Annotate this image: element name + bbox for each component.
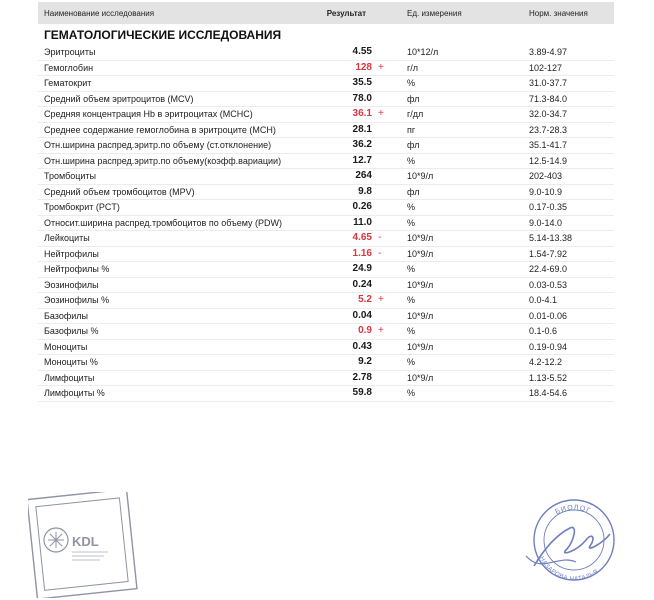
reference-range: 202-403 bbox=[529, 171, 563, 181]
test-unit: % bbox=[407, 78, 416, 88]
reference-range: 0.1-0.6 bbox=[529, 326, 558, 336]
abnormal-flag bbox=[376, 153, 401, 169]
stamp-title: БИОЛОГ bbox=[554, 504, 593, 516]
table-row bbox=[38, 324, 614, 340]
test-unit: % bbox=[407, 155, 416, 166]
header-name: Наименование исследования bbox=[38, 2, 296, 24]
test-result: 264 bbox=[355, 170, 372, 181]
reference-range: 71.3-84.0 bbox=[529, 93, 568, 104]
test-name: Лимфоциты bbox=[44, 372, 95, 383]
abnormal-flag: + bbox=[378, 108, 384, 119]
reference-range: 31.0-37.7 bbox=[529, 78, 568, 88]
test-result: 0.24 bbox=[352, 278, 372, 290]
abnormal-flag bbox=[376, 45, 401, 60]
test-result: 11.0 bbox=[353, 216, 372, 228]
test-name: Моноциты % bbox=[44, 357, 98, 367]
test-name: Эритроциты bbox=[44, 47, 96, 57]
test-result: 5.2 bbox=[358, 294, 372, 305]
abnormal-flag bbox=[376, 277, 401, 293]
reference-range: 0.19-0.94 bbox=[529, 341, 568, 352]
abnormal-flag bbox=[376, 370, 401, 386]
abnormal-flag bbox=[376, 386, 401, 402]
table-row bbox=[38, 138, 614, 154]
reference-range: 23.7-28.3 bbox=[529, 124, 568, 135]
reference-range: 5.14-13.38 bbox=[529, 233, 573, 243]
test-name: Нейтрофилы bbox=[44, 248, 99, 259]
reference-range: 0.17-0.35 bbox=[529, 202, 568, 212]
reference-range: 0.0-4.1 bbox=[529, 295, 558, 305]
test-name: Отн.ширина распред.эритр.по объему(коэфф.вариации) bbox=[44, 155, 282, 166]
table-row bbox=[38, 293, 614, 309]
table-row bbox=[38, 231, 614, 247]
table-row bbox=[38, 107, 614, 123]
test-unit: фл bbox=[407, 140, 420, 150]
table-row bbox=[38, 91, 614, 107]
test-unit: пг bbox=[407, 124, 416, 135]
header-unit: Ед. измерения bbox=[401, 2, 523, 24]
test-name: Эозинофилы % bbox=[44, 295, 110, 305]
table-row bbox=[38, 339, 614, 355]
test-unit: 10*9/л bbox=[407, 248, 434, 259]
test-unit: 10*9/л bbox=[407, 372, 434, 383]
abnormal-flag: - bbox=[378, 232, 382, 243]
abnormal-flag bbox=[376, 122, 401, 138]
test-unit: 10*9/л bbox=[407, 233, 434, 243]
test-name: Лейкоциты bbox=[44, 233, 90, 243]
test-result: 0.26 bbox=[352, 201, 372, 212]
test-unit: 10*9/л bbox=[407, 341, 434, 352]
lab-results-sheet bbox=[38, 2, 614, 402]
test-name: Эозинофилы bbox=[44, 279, 99, 290]
test-unit: фл bbox=[407, 186, 420, 197]
test-unit: % bbox=[407, 357, 416, 367]
test-name: Относит.ширина распред.тромбоцитов по объему (PDW) bbox=[44, 217, 282, 228]
test-unit: 10*9/л bbox=[407, 310, 434, 321]
test-result: 1.16 bbox=[352, 247, 372, 259]
test-name: Средняя концентрация Hb в эритроцитах (MCHC) bbox=[44, 109, 253, 119]
test-result: 2.78 bbox=[352, 371, 372, 383]
test-result: 59.8 bbox=[352, 387, 372, 398]
test-unit: % bbox=[407, 326, 416, 336]
test-result: 12.7 bbox=[352, 154, 372, 166]
test-name: Средний объем тромбоцитов (MPV) bbox=[44, 186, 195, 197]
laboratory-seal-stamp bbox=[28, 492, 138, 598]
test-unit: 10*9/л bbox=[407, 279, 434, 290]
test-result: 78.0 bbox=[352, 92, 372, 104]
abnormal-flag bbox=[376, 169, 401, 185]
abnormal-flag bbox=[376, 91, 401, 107]
section-title: ГЕМАТОЛОГИЧЕСКИЕ ИССЛЕДОВАНИЯ bbox=[44, 28, 282, 43]
test-unit: г/дл bbox=[407, 109, 424, 119]
table-row bbox=[38, 277, 614, 293]
test-result: 9.8 bbox=[358, 185, 372, 197]
test-name: Тромбокрит (PCT) bbox=[44, 202, 120, 212]
stamp-name: НАЗАРОВА НАТАЛЬЯ bbox=[538, 555, 600, 583]
abnormal-flag bbox=[376, 76, 401, 92]
table-row bbox=[38, 169, 614, 185]
test-name: Лимфоциты % bbox=[44, 388, 105, 398]
table-row bbox=[38, 370, 614, 386]
abnormal-flag bbox=[376, 355, 401, 371]
header-norm: Норм. значения bbox=[523, 2, 614, 24]
abnormal-flag bbox=[376, 308, 401, 324]
table-row bbox=[38, 45, 614, 60]
abnormal-flag: + bbox=[378, 325, 384, 336]
reference-range: 22.4-69.0 bbox=[529, 264, 568, 274]
abnormal-flag bbox=[376, 138, 401, 154]
reference-range: 18.4-54.6 bbox=[529, 388, 568, 398]
test-result: 0.43 bbox=[352, 340, 372, 352]
table-row bbox=[38, 246, 614, 262]
abnormal-flag: - bbox=[378, 247, 382, 259]
test-unit: % bbox=[407, 217, 416, 228]
test-unit: % bbox=[407, 202, 416, 212]
test-name: Моноциты bbox=[44, 341, 88, 352]
reference-range: 1.13-5.52 bbox=[529, 372, 568, 383]
table-row bbox=[38, 355, 614, 371]
reference-range: 0.01-0.06 bbox=[529, 310, 568, 321]
test-result: 4.55 bbox=[352, 46, 372, 57]
test-unit: % bbox=[407, 295, 416, 305]
test-name: Среднее содержание гемоглобина в эритроците (MCH) bbox=[44, 124, 276, 135]
reference-range: 4.2-12.2 bbox=[529, 357, 563, 367]
test-name: Гемоглобин bbox=[44, 62, 94, 73]
biologist-stamp bbox=[516, 494, 622, 594]
abnormal-flag bbox=[376, 262, 401, 278]
results-table bbox=[38, 2, 614, 402]
abnormal-flag bbox=[376, 184, 401, 200]
table-header-row bbox=[38, 2, 614, 24]
test-result: 24.9 bbox=[352, 263, 372, 274]
test-result: 36.2 bbox=[352, 139, 372, 150]
test-result: 0.9 bbox=[358, 325, 372, 336]
test-name: Средний объем эритроцитов (MCV) bbox=[44, 93, 194, 104]
test-unit: г/л bbox=[407, 62, 419, 73]
test-name: Отн.ширина распред.эритр.по объему (ст.отклонение) bbox=[44, 140, 272, 150]
reference-range: 9.0-10.9 bbox=[529, 186, 563, 197]
reference-range: 3.89-4.97 bbox=[529, 47, 568, 57]
reference-range: 1.54-7.92 bbox=[529, 248, 568, 259]
stamp-logo-text: KDL bbox=[72, 534, 99, 549]
section-header-row bbox=[38, 24, 614, 45]
test-name: Базофилы bbox=[44, 310, 88, 321]
test-result: 9.2 bbox=[358, 356, 372, 367]
abnormal-flag: + bbox=[378, 61, 384, 73]
test-unit: 10*12/л bbox=[407, 47, 439, 57]
test-name: Тромбоциты bbox=[44, 171, 97, 181]
abnormal-flag: + bbox=[378, 294, 384, 305]
reference-range: 12.5-14.9 bbox=[529, 155, 568, 166]
test-unit: 10*9/л bbox=[407, 171, 434, 181]
table-row bbox=[38, 184, 614, 200]
test-result: 28.1 bbox=[352, 123, 372, 135]
test-unit: % bbox=[407, 264, 416, 274]
abnormal-flag bbox=[376, 339, 401, 355]
test-unit: фл bbox=[407, 93, 420, 104]
table-row bbox=[38, 60, 614, 76]
table-row bbox=[38, 200, 614, 216]
test-result: 4.65 bbox=[352, 232, 372, 243]
table-row bbox=[38, 386, 614, 402]
test-result: 0.04 bbox=[352, 309, 372, 321]
test-result: 35.5 bbox=[352, 77, 372, 88]
test-result: 36.1 bbox=[352, 108, 372, 119]
test-unit: % bbox=[407, 388, 416, 398]
header-result: Результат bbox=[296, 2, 376, 24]
table-row bbox=[38, 76, 614, 92]
table-row bbox=[38, 308, 614, 324]
table-row bbox=[38, 215, 614, 231]
test-name: Нейтрофилы % bbox=[44, 264, 110, 274]
test-name: Гематокрит bbox=[44, 78, 92, 88]
abnormal-flag bbox=[376, 200, 401, 216]
reference-range: 32.0-34.7 bbox=[529, 109, 568, 119]
header-flag bbox=[376, 2, 401, 24]
test-result: 128 bbox=[355, 61, 372, 73]
reference-range: 102-127 bbox=[529, 62, 563, 73]
table-row bbox=[38, 262, 614, 278]
abnormal-flag bbox=[376, 215, 401, 231]
test-name: Базофилы % bbox=[44, 326, 99, 336]
reference-range: 9.0-14.0 bbox=[529, 217, 563, 228]
reference-range: 0.03-0.53 bbox=[529, 279, 568, 290]
table-row bbox=[38, 122, 614, 138]
reference-range: 35.1-41.7 bbox=[529, 140, 568, 150]
table-row bbox=[38, 153, 614, 169]
